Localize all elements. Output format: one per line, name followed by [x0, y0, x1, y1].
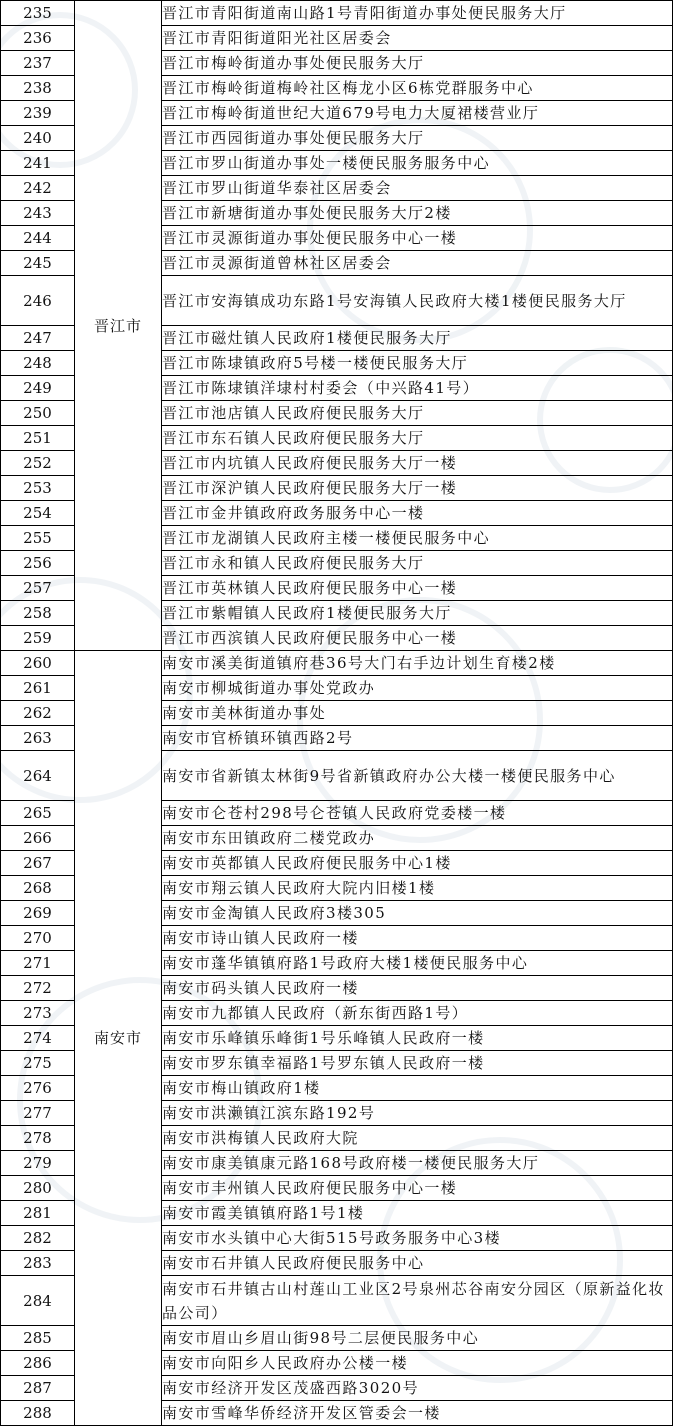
address-cell: 南安市康美镇康元路168号政府楼一楼便民服务大厅	[162, 1151, 673, 1176]
row-number: 278	[1, 1126, 75, 1151]
address-cell: 晋江市金井镇政府政务服务中心一楼	[162, 501, 673, 526]
address-cell: 晋江市新塘街道办事处便民服务大厅2楼	[162, 201, 673, 226]
address-cell: 晋江市永和镇人民政府便民服务大厅	[162, 551, 673, 576]
row-number: 256	[1, 551, 75, 576]
address-cell: 晋江市罗山街道华泰社区居委会	[162, 176, 673, 201]
row-number: 263	[1, 726, 75, 751]
row-number: 274	[1, 1026, 75, 1051]
address-cell: 南安市丰州镇人民政府便民服务中心一楼	[162, 1176, 673, 1201]
address-cell: 晋江市英林镇人民政府便民服务中心一楼	[162, 576, 673, 601]
row-number: 245	[1, 251, 75, 276]
address-cell: 晋江市梅岭街道办事处便民服务大厅	[162, 51, 673, 76]
row-number: 258	[1, 601, 75, 626]
row-number: 271	[1, 951, 75, 976]
address-cell: 南安市柳城街道办事处党政办	[162, 676, 673, 701]
row-number: 270	[1, 926, 75, 951]
address-cell: 南安市金淘镇人民政府3楼305	[162, 901, 673, 926]
address-cell: 晋江市西滨镇人民政府便民服务中心一楼	[162, 626, 673, 651]
row-number: 284	[1, 1276, 75, 1326]
row-number: 261	[1, 676, 75, 701]
row-number: 237	[1, 51, 75, 76]
row-number: 287	[1, 1376, 75, 1401]
address-cell: 南安市石井镇古山村莲山工业区2号泉州芯谷南安分园区（原新益化妆品公司）	[162, 1276, 673, 1326]
address-cell: 晋江市梅岭街道梅岭社区梅龙小区6栋党群服务中心	[162, 76, 673, 101]
row-number: 264	[1, 751, 75, 801]
address-cell: 晋江市龙湖镇人民政府主楼一楼便民服务中心	[162, 526, 673, 551]
row-number: 280	[1, 1176, 75, 1201]
row-number: 238	[1, 76, 75, 101]
row-number: 267	[1, 851, 75, 876]
address-cell: 南安市乐峰镇乐峰街1号乐峰镇人民政府一楼	[162, 1026, 673, 1051]
table-row	[1, 1, 673, 26]
address-cell: 晋江市灵源街道曾林社区居委会	[162, 251, 673, 276]
address-cell: 南安市码头镇人民政府一楼	[162, 976, 673, 1001]
row-number: 269	[1, 901, 75, 926]
city-cell: 南安市	[75, 651, 162, 1426]
row-number: 282	[1, 1226, 75, 1251]
address-cell: 南安市东田镇政府二楼党政办	[162, 826, 673, 851]
row-number: 249	[1, 376, 75, 401]
address-cell: 南安市洪濑镇江滨东路192号	[162, 1101, 673, 1126]
address-table-body	[1, 1, 673, 1426]
address-cell: 南安市眉山乡眉山街98号二层便民服务中心	[162, 1326, 673, 1351]
address-cell: 南安市经济开发区茂盛西路3020号	[162, 1376, 673, 1401]
address-cell: 晋江市紫帽镇人民政府1楼便民服务大厅	[162, 601, 673, 626]
address-cell: 南安市美林街道办事处	[162, 701, 673, 726]
row-number: 253	[1, 476, 75, 501]
address-cell: 南安市向阳乡人民政府办公楼一楼	[162, 1351, 673, 1376]
address-cell: 晋江市梅岭街道世纪大道679号电力大厦裙楼营业厅	[162, 101, 673, 126]
address-cell: 南安市石井镇人民政府便民服务中心	[162, 1251, 673, 1276]
row-number: 279	[1, 1151, 75, 1176]
table-row	[1, 651, 673, 676]
address-cell: 南安市溪美街道镇府巷36号大门右手边计划生育楼2楼	[162, 651, 673, 676]
row-number: 277	[1, 1101, 75, 1126]
address-cell: 南安市霞美镇镇府路1号1楼	[162, 1201, 673, 1226]
row-number: 246	[1, 276, 75, 326]
address-cell: 南安市洪梅镇人民政府大院	[162, 1126, 673, 1151]
address-cell: 晋江市灵源街道办事处便民服务中心一楼	[162, 226, 673, 251]
row-number: 250	[1, 401, 75, 426]
address-cell: 晋江市罗山街道办事处一楼便民服务服务中心	[162, 151, 673, 176]
row-number: 255	[1, 526, 75, 551]
address-cell: 南安市诗山镇人民政府一楼	[162, 926, 673, 951]
address-cell: 晋江市安海镇成功东路1号安海镇人民政府大楼1楼便民服务大厅	[162, 276, 673, 326]
row-number: 285	[1, 1326, 75, 1351]
row-number: 265	[1, 801, 75, 826]
address-cell: 南安市雪峰华侨经济开发区管委会一楼	[162, 1401, 673, 1426]
address-cell: 晋江市西园街道办事处便民服务大厅	[162, 126, 673, 151]
row-number: 252	[1, 451, 75, 476]
row-number: 262	[1, 701, 75, 726]
address-cell: 晋江市磁灶镇人民政府1楼便民服务大厅	[162, 326, 673, 351]
address-cell: 南安市水头镇中心大街515号政务服务中心3楼	[162, 1226, 673, 1251]
row-number: 273	[1, 1001, 75, 1026]
row-number: 244	[1, 226, 75, 251]
row-number: 276	[1, 1076, 75, 1101]
row-number: 259	[1, 626, 75, 651]
row-number: 254	[1, 501, 75, 526]
row-number: 283	[1, 1251, 75, 1276]
address-cell: 晋江市青阳街道阳光社区居委会	[162, 26, 673, 51]
row-number: 242	[1, 176, 75, 201]
address-cell: 南安市九都镇人民政府（新东街西路1号）	[162, 1001, 673, 1026]
address-cell: 南安市罗东镇幸福路1号罗东镇人民政府一楼	[162, 1051, 673, 1076]
row-number: 247	[1, 326, 75, 351]
row-number: 236	[1, 26, 75, 51]
row-number: 241	[1, 151, 75, 176]
row-number: 235	[1, 1, 75, 26]
row-number: 243	[1, 201, 75, 226]
row-number: 251	[1, 426, 75, 451]
row-number: 286	[1, 1351, 75, 1376]
row-number: 266	[1, 826, 75, 851]
address-cell: 晋江市深沪镇人民政府便民服务大厅一楼	[162, 476, 673, 501]
address-cell: 晋江市陈埭镇政府5号楼一楼便民服务大厅	[162, 351, 673, 376]
row-number: 248	[1, 351, 75, 376]
address-cell: 南安市官桥镇环镇西路2号	[162, 726, 673, 751]
row-number: 272	[1, 976, 75, 1001]
city-cell: 晋江市	[75, 1, 162, 651]
row-number: 260	[1, 651, 75, 676]
row-number: 257	[1, 576, 75, 601]
address-cell: 南安市英都镇人民政府便民服务中心1楼	[162, 851, 673, 876]
address-cell: 晋江市东石镇人民政府便民服务大厅	[162, 426, 673, 451]
row-number: 288	[1, 1401, 75, 1426]
address-cell: 南安市蓬华镇镇府路1号政府大楼1楼便民服务中心	[162, 951, 673, 976]
address-cell: 晋江市陈埭镇洋埭村村委会（中兴路41号）	[162, 376, 673, 401]
row-number: 275	[1, 1051, 75, 1076]
row-number: 268	[1, 876, 75, 901]
row-number: 281	[1, 1201, 75, 1226]
address-cell: 晋江市池店镇人民政府便民服务大厅	[162, 401, 673, 426]
row-number: 240	[1, 126, 75, 151]
row-number: 239	[1, 101, 75, 126]
address-cell: 南安市梅山镇政府1楼	[162, 1076, 673, 1101]
address-cell: 南安市仑苍村298号仑苍镇人民政府党委楼一楼	[162, 801, 673, 826]
address-cell: 南安市省新镇太林街9号省新镇政府办公大楼一楼便民服务中心	[162, 751, 673, 801]
address-cell: 晋江市青阳街道南山路1号青阳街道办事处便民服务大厅	[162, 1, 673, 26]
address-cell: 晋江市内坑镇人民政府便民服务大厅一楼	[162, 451, 673, 476]
address-cell: 南安市翔云镇人民政府大院内旧楼1楼	[162, 876, 673, 901]
